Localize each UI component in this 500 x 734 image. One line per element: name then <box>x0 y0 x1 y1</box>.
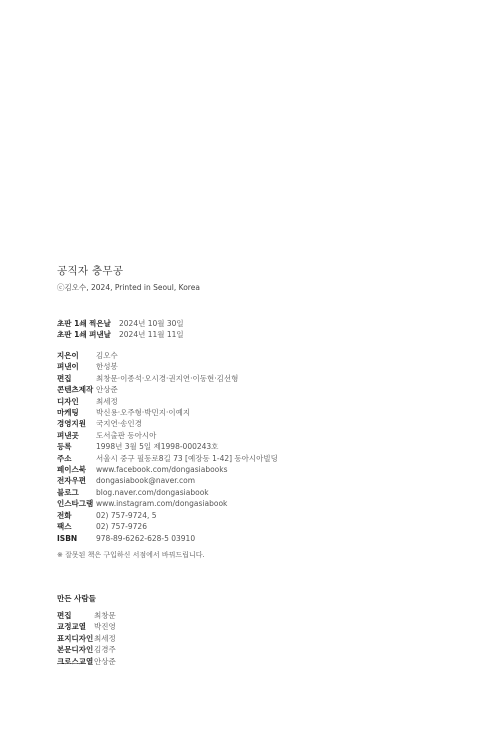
credit-label: 마케팅 <box>57 408 79 418</box>
printing-row <box>57 329 184 340</box>
maker-label: 크로스교열 <box>57 656 94 666</box>
credit-row <box>57 361 278 372</box>
credit-value: 978-89-6262-628-5 03910 <box>96 533 196 543</box>
credit-value: 한성봉 <box>96 362 118 372</box>
credit-label: 등록 <box>57 442 72 452</box>
credit-row <box>57 396 278 407</box>
maker-row <box>57 610 116 621</box>
maker-value: 최세정 <box>94 633 116 643</box>
credit-label: 팩스 <box>57 522 72 532</box>
printing-row <box>57 318 184 329</box>
maker-value: 박진영 <box>94 622 116 632</box>
credit-value: blog.naver.com/dongasiabook <box>96 487 209 497</box>
credit-row <box>57 533 278 544</box>
credit-label: 전화 <box>57 510 72 520</box>
credit-row <box>57 407 278 418</box>
printing-value: 2024년 10월 30일 <box>119 319 184 328</box>
credit-label: 펴낸이 <box>57 362 79 372</box>
maker-row <box>57 621 116 632</box>
credit-label: 펴낸곳 <box>57 430 79 440</box>
credit-label: 블로그 <box>57 487 79 497</box>
credit-value: 도서출판 동아시아 <box>96 430 157 440</box>
credit-label: 콘텐츠제작 <box>57 385 94 395</box>
credit-value: 최세정 <box>96 396 118 406</box>
makers-heading: 만든 사람들 <box>57 594 96 603</box>
credit-label: 편집 <box>57 373 72 383</box>
credit-row <box>57 350 278 361</box>
maker-label: 교정교열 <box>57 622 86 632</box>
credit-value: 최창문·이종석·오시경·권지연·이동현·김선형 <box>96 373 239 383</box>
credit-row <box>57 487 278 498</box>
credit-value: 박신용·오주형·박민지·이예지 <box>96 408 191 418</box>
credit-label: 인스타그램 <box>57 499 94 509</box>
credit-value: dongasiabook@naver.com <box>96 476 196 486</box>
credit-value: 안상준 <box>96 385 118 395</box>
maker-label: 본문디자인 <box>57 645 94 655</box>
credit-label: 전자우편 <box>57 476 86 486</box>
makers-list <box>57 610 116 667</box>
credit-row <box>57 464 278 475</box>
credit-row <box>57 453 278 464</box>
credit-row <box>57 418 278 429</box>
publisher-credits <box>57 350 278 544</box>
maker-value: 안상준 <box>94 656 116 666</box>
credit-label: ISBN <box>57 533 78 543</box>
credit-value: www.facebook.com/dongasiabooks <box>96 465 228 475</box>
credit-label: 디자인 <box>57 396 79 406</box>
credit-value: 02) 757-9724, 5 <box>96 510 157 520</box>
credit-label: 경영지원 <box>57 419 86 429</box>
exchange-notice: ※ 잘못된 책은 구입하신 서점에서 바꿔드립니다. <box>57 551 205 559</box>
credit-row <box>57 373 278 384</box>
credit-label: 지은이 <box>57 351 79 360</box>
credit-row <box>57 441 278 452</box>
credit-label: 페이스북 <box>57 465 86 475</box>
credit-row <box>57 475 278 486</box>
credit-value: 서울시 중구 필동로8길 73 [예장동 1-42] 동아시아빌딩 <box>96 453 278 463</box>
maker-row <box>57 656 116 667</box>
printing-label: 초판 1쇄 찍은날 <box>57 319 111 328</box>
maker-row <box>57 644 116 655</box>
maker-label: 편집 <box>57 611 72 620</box>
credit-row <box>57 498 278 509</box>
maker-value: 최창문 <box>94 611 116 620</box>
printing-label: 초판 1쇄 펴낸날 <box>57 330 111 340</box>
book-title: 공직자 충무공 <box>57 265 124 277</box>
printing-value: 2024년 11월 11일 <box>119 330 184 340</box>
printing-dates <box>57 318 184 341</box>
credit-value: 국지연·송인경 <box>96 419 142 429</box>
credit-row <box>57 384 278 395</box>
credit-row <box>57 521 278 532</box>
maker-row <box>57 633 116 644</box>
credit-value: 김오수 <box>96 351 118 360</box>
credit-label: 주소 <box>57 453 72 463</box>
credit-value: 1998년 3월 5일 제1998-000243호 <box>96 442 219 452</box>
credit-value: www.instagram.com/dongasiabook <box>96 499 228 509</box>
maker-value: 김경주 <box>94 645 116 655</box>
copyright-line: ⓒ김오수, 2024, Printed in Seoul, Korea <box>57 283 200 292</box>
credit-row <box>57 430 278 441</box>
credit-value: 02) 757-9726 <box>96 522 147 532</box>
credit-row <box>57 510 278 521</box>
maker-label: 표지디자인 <box>57 633 94 643</box>
